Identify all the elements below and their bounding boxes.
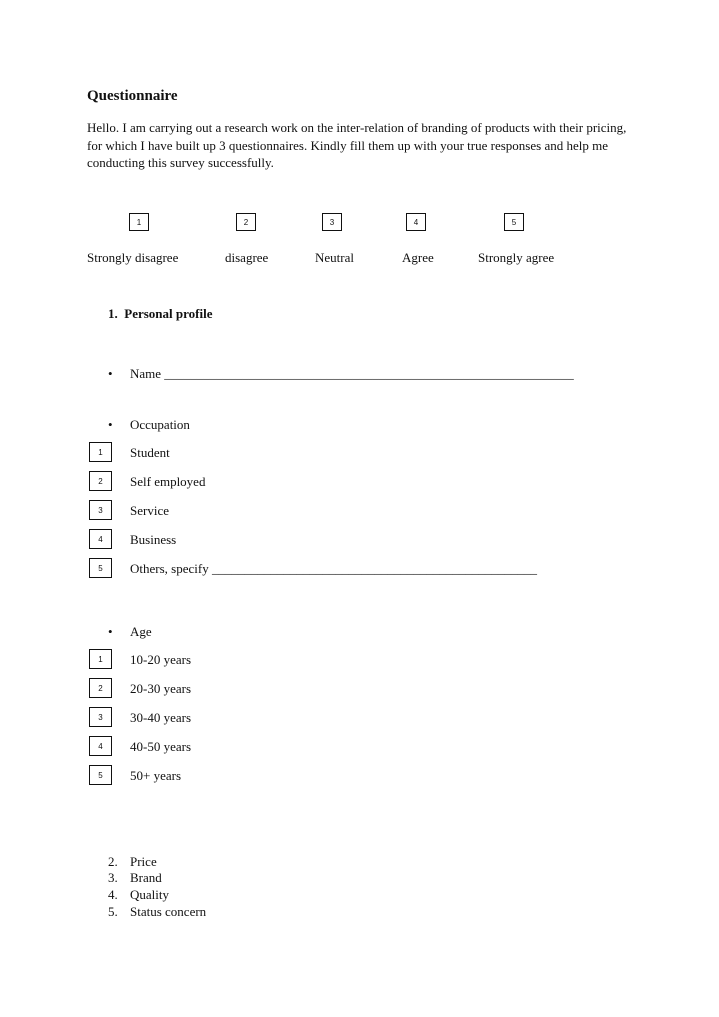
list-text: Status concern: [130, 904, 207, 919]
scale-box-5: 5: [504, 213, 524, 231]
age-option-20-30: 20-30 years: [130, 681, 192, 696]
occupation-option-student: Student: [130, 445, 170, 460]
age-checkbox-2[interactable]: 2: [89, 678, 112, 698]
section-number: 1.: [108, 306, 118, 321]
list-number: 2.: [108, 854, 118, 869]
list-text: Brand: [130, 870, 162, 885]
section-heading-personal-profile: [108, 306, 212, 322]
age-option-10-20: 10-20 years: [130, 652, 192, 667]
scale-label-strongly-disagree: Strongly disagree: [87, 250, 179, 265]
scale-label-agree: Agree: [402, 250, 434, 265]
age-checkbox-3[interactable]: 3: [89, 707, 112, 727]
occupation-checkbox-5[interactable]: 5: [89, 558, 112, 578]
age-option-40-50: 40-50 years: [130, 739, 192, 754]
scale-box-1: 1: [129, 213, 149, 231]
occupation-option-business: Business: [130, 532, 177, 547]
age-checkbox-5[interactable]: 5: [89, 765, 112, 785]
bullet-icon: •: [108, 366, 113, 381]
scale-box-3: 3: [322, 213, 342, 231]
age-label: Age: [130, 624, 152, 639]
occupation-checkbox-1[interactable]: 1: [89, 442, 112, 462]
list-number: 3.: [108, 870, 118, 885]
list-number: 4.: [108, 887, 118, 902]
occupation-option-service: Service: [130, 503, 169, 518]
age-checkbox-4[interactable]: 4: [89, 736, 112, 756]
occupation-option-others[interactable]: Others, specify __________________________________________________: [130, 561, 537, 576]
occupation-checkbox-4[interactable]: 4: [89, 529, 112, 549]
name-field[interactable]: Name _______________________________________________________________: [130, 366, 574, 381]
occupation-label: Occupation: [130, 417, 190, 432]
occupation-checkbox-2[interactable]: 2: [89, 471, 112, 491]
intro-paragraph: Hello. I am carrying out a research work on the inter-relation of branding of products with their pricing, for which I have built up 3 questionnaires. Kindly fill them up with your true responses and help me conducting this survey successfully.: [87, 120, 627, 170]
age-checkbox-1[interactable]: 1: [89, 649, 112, 669]
bullet-icon: •: [108, 624, 113, 639]
list-text: Price: [130, 854, 157, 869]
age-option-30-40: 30-40 years: [130, 710, 192, 725]
occupation-checkbox-3[interactable]: 3: [89, 500, 112, 520]
occupation-option-self-employed: Self employed: [130, 474, 206, 489]
list-number: 5.: [108, 904, 118, 919]
age-option-50-plus: 50+ years: [130, 768, 182, 783]
scale-label-strongly-agree: Strongly agree: [478, 250, 555, 265]
list-text: Quality: [130, 887, 169, 902]
scale-label-neutral: Neutral: [315, 250, 354, 265]
scale-box-4: 4: [406, 213, 426, 231]
scale-label-disagree: disagree: [225, 250, 269, 265]
page-title: Questionnaire: [87, 88, 178, 104]
section-title: Personal profile: [124, 306, 213, 321]
bullet-icon: •: [108, 417, 113, 432]
scale-box-2: 2: [236, 213, 256, 231]
